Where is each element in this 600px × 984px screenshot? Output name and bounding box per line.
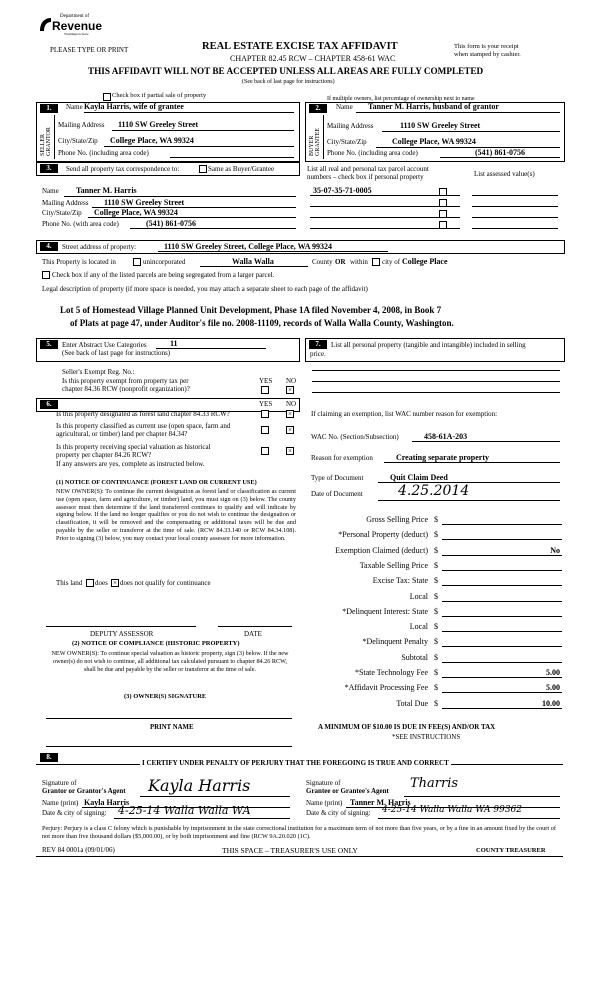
dollar-sign: $ bbox=[434, 576, 438, 585]
exempt-no-checkbox[interactable]: × bbox=[286, 386, 294, 394]
dollar-sign: $ bbox=[434, 653, 438, 662]
this-land-label: This land bbox=[56, 579, 83, 587]
located-in-label: This Property is located in bbox=[42, 258, 116, 266]
dollar-sign: $ bbox=[434, 546, 438, 555]
document-type-label: Type of Document bbox=[311, 474, 364, 482]
grantee-name-label: Name (print) bbox=[306, 799, 343, 807]
document-type-value[interactable]: Quit Claim Deed bbox=[390, 473, 448, 482]
abstract-use-value[interactable]: 11 bbox=[170, 339, 178, 348]
seller-name[interactable]: Kayla Harris, wife of grantee bbox=[84, 102, 184, 111]
fee-label: *Delinquent Interest: State bbox=[342, 607, 428, 616]
within-label: within bbox=[350, 258, 368, 266]
county-treasurer-label: COUNTY TREASURER bbox=[476, 847, 546, 854]
legal-description-line-1: Lot 5 of Homestead Village Planned Unit Development, Phase 1A filed November 4, 2008, in Book 7 bbox=[60, 305, 442, 315]
section6-yes-header: YES bbox=[259, 400, 273, 408]
grantee-print-name[interactable]: Tanner M. Harris bbox=[350, 798, 411, 807]
form-chapter: CHAPTER 82.45 RCW – CHAPTER 458-61 WAC bbox=[230, 54, 396, 63]
fee-line bbox=[442, 631, 562, 632]
forest-land-yes-checkbox[interactable] bbox=[261, 410, 269, 418]
historic-question-1: Is this property receiving special valuation as historical bbox=[56, 443, 211, 451]
same-as-buyer-checkbox[interactable] bbox=[199, 165, 207, 173]
county-label: County bbox=[312, 258, 333, 266]
notice-compliance-text: NEW OWNER(S): To continue special valuation as historic property, sign (3) below. If the new owner(s) do not wish to continue, all additional tax calculated pursuant to chapter 84.26 RCW, shall be due and payable by the seller or transferor at the time of sale. bbox=[51, 650, 289, 673]
section3-name-label: Name bbox=[42, 187, 59, 195]
section-7-number: 7. bbox=[309, 340, 327, 349]
section3-address[interactable]: 1110 SW Greeley Street bbox=[104, 198, 185, 207]
fee-label: *Personal Property (deduct) bbox=[338, 530, 428, 539]
fee-label: *State Technology Fee bbox=[354, 668, 428, 677]
parcel-4-personal-checkbox[interactable] bbox=[439, 221, 447, 229]
exempt-question-1: Is this property exempt from property tax per bbox=[62, 377, 189, 385]
fee-label: Taxable Selling Price bbox=[359, 561, 428, 570]
personal-property-label-2: price. bbox=[310, 350, 326, 358]
grantor-agent-label: Grantor or Grantor's Agent bbox=[42, 787, 126, 795]
parcel-1-personal-checkbox[interactable] bbox=[439, 188, 447, 196]
partial-sale-checkbox[interactable] bbox=[103, 93, 111, 101]
fee-label: Gross Selling Price bbox=[366, 515, 428, 524]
document-date-label: Date of Document bbox=[311, 490, 363, 498]
dollar-sign: $ bbox=[434, 592, 438, 601]
grantor-sig-of-label: Signature of bbox=[42, 779, 77, 787]
buyer-phone[interactable]: (541) 861-0756 bbox=[475, 148, 525, 157]
if-any-yes-note: If any answers are yes, complete as instructed below. bbox=[56, 460, 205, 468]
does-qualify-checkbox[interactable] bbox=[86, 579, 94, 587]
parcel-number-1[interactable]: 35-07-35-71-0005 bbox=[313, 186, 372, 195]
seller-address[interactable]: 1110 SW Greeley Street bbox=[118, 120, 199, 129]
dollar-sign: $ bbox=[434, 530, 438, 539]
personal-property-label-1: List all personal property (tangible and intangible) included in selling bbox=[331, 341, 526, 349]
fee-value[interactable]: 5.00 bbox=[546, 668, 560, 677]
fee-line bbox=[442, 585, 562, 586]
fee-label: Subtotal bbox=[401, 653, 428, 662]
historic-question-2: property per chapter 84.26 RCW? bbox=[56, 451, 152, 459]
buyer-name[interactable]: Tanner M. Harris, husband of grantor bbox=[368, 102, 499, 111]
multiple-owners-label: If multiple owners, list percentage of ownership next to name bbox=[327, 96, 475, 102]
dollar-sign: $ bbox=[434, 622, 438, 631]
fee-label: Total Due bbox=[396, 699, 428, 708]
exempt-question-2: chapter 84.36 RCW (nonprofit organization)? bbox=[62, 385, 190, 393]
receipt-note-2: when stamped by cashier. bbox=[454, 51, 521, 58]
section3-address-label: Mailing Address bbox=[42, 199, 89, 207]
dollar-sign: $ bbox=[434, 683, 438, 692]
perjury-statement: Perjury: Perjury is a class C felony which is punishable by imprisonment in the state correctional institution for a maximum term of not more than five years, or by a fine in an amount fixed by the court of not more than five thousand dollars ($5,000.00), or by both imprisonment and fine (RCW 9A.20.020 (1C). bbox=[42, 825, 556, 840]
section6-no-header: NO bbox=[286, 400, 297, 408]
does-label: does bbox=[95, 579, 108, 587]
grantee-agent-label: Grantee or Grantee's Agent bbox=[306, 787, 389, 795]
fee-line bbox=[442, 662, 562, 663]
dollar-sign: $ bbox=[434, 607, 438, 616]
exempt-yes-header: YES bbox=[259, 377, 273, 385]
certify-statement: I CERTIFY UNDER PENALTY OF PERJURY THAT THE FOREGOING IS TRUE AND CORRECT bbox=[142, 759, 449, 767]
fee-label: Excise Tax: State bbox=[372, 576, 428, 585]
section3-phone[interactable]: (541) 861-0756 bbox=[146, 219, 196, 228]
deputy-date-label: DATE bbox=[244, 630, 262, 638]
fee-value[interactable]: No bbox=[550, 546, 560, 555]
unincorporated-label: unincorporated bbox=[143, 258, 186, 266]
does-not-qualify-checkbox[interactable]: × bbox=[111, 579, 119, 587]
city-of-name[interactable]: College Place bbox=[402, 257, 448, 266]
section3-city-label: City/State/Zip bbox=[42, 209, 82, 217]
does-not-qualify-label: does not qualify for continuance bbox=[120, 579, 211, 587]
receipt-note-1: This form is your receipt bbox=[454, 43, 519, 50]
street-address-label: Street address of property: bbox=[62, 243, 137, 251]
section-5-number: 5. bbox=[40, 340, 58, 349]
treasurer-use-only: THIS SPACE – TREASURER'S USE ONLY bbox=[222, 846, 358, 855]
current-use-question-1: Is this property classified as current use (open space, farm and bbox=[56, 422, 231, 430]
abstract-use-label: Enter Abstract Use Categories bbox=[62, 341, 147, 349]
property-street-address[interactable]: 1110 SW Greeley Street, College Place, WA 99324 bbox=[164, 242, 333, 251]
fee-label: Local bbox=[409, 622, 428, 631]
fee-line bbox=[442, 570, 562, 571]
grantee-date-city[interactable]: 4-25-14 Walla Walla WA 99362 bbox=[382, 805, 523, 815]
dollar-sign: $ bbox=[434, 637, 438, 646]
fee-line bbox=[442, 708, 562, 709]
parcel-header-1: List all real and personal tax parcel account bbox=[307, 165, 429, 173]
see-instructions-note: *SEE INSTRUCTIONS bbox=[392, 733, 461, 741]
fee-line bbox=[442, 539, 562, 540]
current-use-yes-checkbox[interactable] bbox=[261, 426, 269, 434]
buyer-address[interactable]: 1110 SW Greeley Street bbox=[400, 121, 481, 130]
city-of-label: city of bbox=[382, 258, 401, 266]
logo-dept: Department of bbox=[60, 14, 90, 19]
notice-continuance-text: NEW OWNER(S): To continue the current designation as forest land or classification as current use (open space, farm and agriculture, or timber) land, you must sign on (3) below. The county assessor must then determine if the land transferred continues to qualify and will indicate by signing below. If the land no longer qualifies or you do not wish to continue the designation or classification, it will be removed and the compensating or additional taxes will be due and payable by the seller or transferor at the time of sale. (RCW 84.33.140 or RCW 84.34.108). Prior to signing (3) below, you may contact your local county assessor for more information. bbox=[56, 488, 296, 542]
section-6-number: 6. bbox=[40, 400, 58, 409]
notice-compliance-title: (2) NOTICE OF COMPLIANCE (HISTORIC PROPERTY) bbox=[72, 640, 240, 647]
county-name[interactable]: Walla Walla bbox=[232, 257, 274, 266]
buyer-city-label: City/State/Zip bbox=[327, 138, 367, 146]
fee-label: *Affidavit Processing Fee bbox=[344, 683, 428, 692]
section-3-number: 3. bbox=[40, 164, 58, 173]
seller-city-label: City/State/Zip bbox=[58, 137, 98, 145]
print-name-label: PRINT NAME bbox=[150, 724, 194, 731]
grantee-sig-of-label: Signature of bbox=[306, 779, 341, 787]
dollar-sign: $ bbox=[434, 561, 438, 570]
fee-value[interactable]: 5.00 bbox=[546, 683, 560, 692]
owner-signature-label: (3) OWNER(S) SIGNATURE bbox=[124, 693, 207, 700]
current-use-question-2: agricultural, or timber) land per chapter 84.34? bbox=[56, 430, 188, 438]
fee-line bbox=[442, 646, 562, 647]
deputy-assessor-label: DEPUTY ASSESSOR bbox=[90, 630, 154, 638]
partial-sale-label: Check box if partial sale of property bbox=[112, 92, 207, 99]
section3-city[interactable]: College Place, WA 99324 bbox=[94, 208, 178, 217]
fee-value[interactable]: 10.00 bbox=[542, 699, 560, 708]
grantee-date-city-label: Date & city of signing: bbox=[306, 809, 371, 817]
seller-phone-label: Phone No. (including area code) bbox=[58, 149, 149, 157]
section-8-number: 8. bbox=[40, 753, 58, 762]
form-title: REAL ESTATE EXCISE TAX AFFIDAVIT bbox=[202, 41, 398, 52]
assessed-value-header: List assessed value(s) bbox=[474, 170, 535, 178]
grantee-signature[interactable]: Tharris bbox=[410, 776, 459, 791]
segregated-checkbox[interactable] bbox=[42, 271, 50, 279]
parcel-2-personal-checkbox[interactable] bbox=[439, 199, 447, 207]
document-date-value[interactable]: 4.25.2014 bbox=[398, 483, 470, 499]
grantor-print-name[interactable]: Kayla Harris bbox=[84, 798, 130, 807]
fee-line bbox=[442, 692, 562, 693]
buyer-phone-label: Phone No. (including area code) bbox=[327, 149, 418, 157]
form-warning: THIS AFFIDAVIT WILL NOT BE ACCEPTED UNLESS ALL AREAS ARE FULLY COMPLETED bbox=[88, 66, 484, 76]
minimum-due-note: A MINIMUM OF $10.00 IS DUE IN FEE(S) AND/OR TAX bbox=[318, 723, 496, 731]
send-correspondence-label: Send all property tax correspondence to: bbox=[66, 165, 180, 173]
section3-name[interactable]: Tanner M. Harris bbox=[76, 186, 137, 195]
current-use-no-checkbox[interactable]: × bbox=[286, 426, 294, 434]
fee-line bbox=[442, 616, 562, 617]
seller-address-label: Mailing Address bbox=[58, 121, 105, 129]
wac-number-label: WAC No. (Section/Subsection) bbox=[311, 433, 399, 441]
dollar-sign: $ bbox=[434, 515, 438, 524]
seller-grantor-label: SELLER GRANTOR bbox=[40, 127, 52, 156]
exemption-reason-label: Reason for exemption bbox=[311, 454, 373, 462]
buyer-address-label: Mailing Address bbox=[327, 122, 374, 130]
segregated-label: Check box if any of the listed parcels are being segregated from a larger parcel. bbox=[52, 271, 275, 279]
forest-land-no-checkbox[interactable]: × bbox=[286, 410, 294, 418]
notice-continuance-title: (1) NOTICE OF CONTINUANCE (FOREST LAND OR CURRENT USE) bbox=[56, 479, 257, 486]
fee-line bbox=[442, 677, 562, 678]
buyer-name-label: Name bbox=[336, 103, 353, 111]
parcel-header-2: numbers – check box if personal property bbox=[307, 173, 424, 181]
seller-city[interactable]: College Place, WA 99324 bbox=[110, 136, 194, 145]
grantor-signature[interactable]: Kayla Harris bbox=[148, 776, 251, 795]
or-label: OR bbox=[335, 258, 346, 266]
section3-phone-label: Phone No. (with area code) bbox=[42, 220, 119, 228]
historic-yes-checkbox[interactable] bbox=[261, 447, 269, 455]
logo-state: Washington State bbox=[64, 32, 89, 36]
please-type: PLEASE TYPE OR PRINT bbox=[50, 46, 129, 54]
section-2-number: 2. bbox=[309, 104, 327, 113]
forest-land-question: Is this property designated as forest land chapter 84.33 RCW? bbox=[56, 410, 230, 418]
revenue-logo-mark bbox=[38, 16, 52, 32]
exempt-yes-checkbox[interactable] bbox=[261, 386, 269, 394]
unincorporated-checkbox[interactable] bbox=[133, 258, 141, 266]
buyer-grantee-label: BUYER GRANTEE bbox=[309, 128, 321, 156]
seller-name-label: Name bbox=[66, 103, 83, 111]
fee-label: Local bbox=[409, 592, 428, 601]
form-revision: REV 84 0001a (09/01/06) bbox=[42, 846, 115, 854]
dollar-sign: $ bbox=[434, 699, 438, 708]
exemption-reason-value[interactable]: Creating separate property bbox=[396, 453, 490, 462]
exempt-no-header: NO bbox=[286, 377, 297, 385]
sellers-exempt-label: Seller's Exempt Reg. No.: bbox=[62, 368, 135, 376]
legal-description-line-2: of Plats at page 47, under Auditor's file no. 2008-11109, records of Walla Walla County, Washington. bbox=[70, 318, 454, 328]
exemption-claim-label: If claiming an exemption, list WAC number reason for exemption: bbox=[311, 410, 498, 418]
grantor-date-city[interactable]: 4-25-14 Walla Walla WA bbox=[118, 804, 251, 817]
fee-label: Exemption Claimed (deduct) bbox=[335, 546, 428, 555]
dollar-sign: $ bbox=[434, 668, 438, 677]
section-1-number: 1. bbox=[40, 104, 58, 113]
section-4-number: 4. bbox=[40, 242, 58, 251]
buyer-city[interactable]: College Place, WA 99324 bbox=[392, 137, 476, 146]
legal-description-label: Legal description of property (if more space is needed, you may attach a separate sheet to each page of the affidavit) bbox=[42, 285, 368, 293]
fee-line bbox=[442, 601, 562, 602]
same-as-buyer-label: Same as Buyer/Grantee bbox=[208, 165, 275, 173]
abstract-see-back: (See back of last page for instructions) bbox=[62, 349, 171, 357]
historic-no-checkbox[interactable]: × bbox=[286, 447, 294, 455]
grantor-name-label: Name (print) bbox=[42, 799, 79, 807]
fee-label: *Delinquent Penalty bbox=[362, 637, 428, 646]
see-back-instructions: (See back of last page for instructions) bbox=[242, 79, 335, 85]
parcel-3-personal-checkbox[interactable] bbox=[439, 210, 447, 218]
fee-line bbox=[442, 555, 562, 556]
grantor-date-city-label: Date & city of signing: bbox=[42, 809, 107, 817]
fee-line bbox=[442, 524, 562, 525]
logo-main: Revenue bbox=[52, 19, 103, 33]
city-of-checkbox[interactable] bbox=[372, 258, 380, 266]
wac-number-value[interactable]: 458-61A-203 bbox=[424, 432, 468, 441]
